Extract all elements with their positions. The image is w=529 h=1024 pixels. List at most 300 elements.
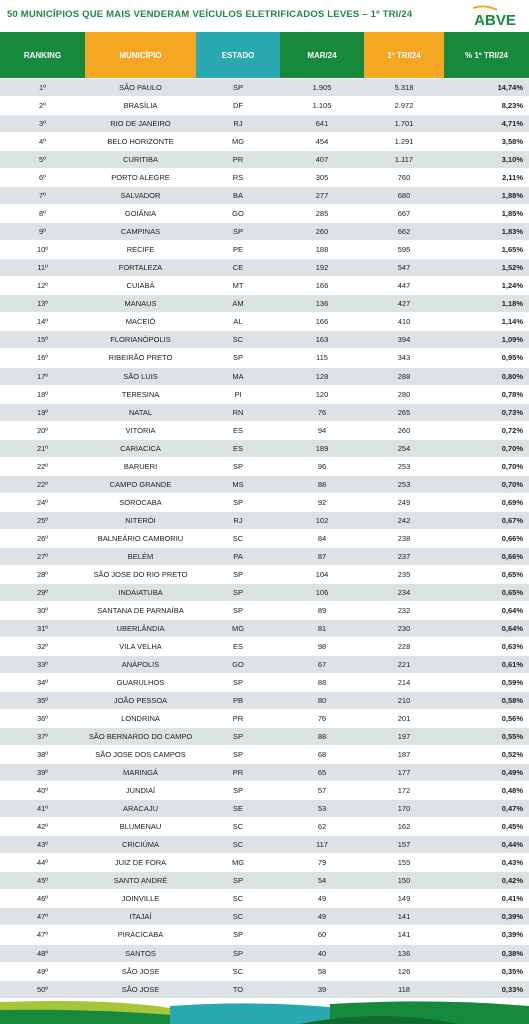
cell-estado: SP — [232, 732, 243, 742]
cell-tri: 595 — [397, 245, 411, 255]
cell-pct: 1,18% — [501, 299, 523, 309]
table-row — [0, 764, 529, 782]
table-row — [0, 241, 529, 259]
table-row — [0, 674, 529, 692]
cell-tri: 235 — [397, 569, 411, 579]
table-row — [0, 368, 529, 386]
cell-ranking: 9º — [39, 227, 46, 237]
cell-tri: 126 — [397, 966, 411, 976]
abve-logo — [471, 4, 519, 28]
table-row — [0, 476, 529, 494]
cell-mar: 76 — [317, 714, 327, 724]
cell-estado: PR — [232, 714, 244, 724]
cell-municipio: BALNEÁRIO CAMBORIU — [97, 533, 184, 543]
cell-tri: 141 — [397, 912, 411, 922]
table-row — [0, 836, 529, 854]
cell-mar: 106 — [315, 587, 329, 597]
table-row — [0, 151, 529, 169]
cell-municipio: ANÁPOLIS — [121, 660, 160, 670]
cell-pct: 1,88% — [501, 191, 523, 201]
cell-municipio: SALVADOR — [120, 191, 161, 201]
cell-mar: 88 — [317, 678, 327, 688]
table-row — [0, 97, 529, 115]
cell-mar: 62 — [317, 822, 327, 832]
cell-municipio: SANTO ANDRÉ — [113, 876, 168, 886]
cell-mar: 68 — [317, 750, 327, 760]
cell-estado: BA — [232, 191, 243, 201]
cell-pct: 2,11% — [502, 173, 523, 183]
table-row — [0, 440, 529, 458]
cell-tri: 172 — [397, 786, 411, 796]
cell-estado: GO — [232, 660, 244, 670]
cell-pct: 0,67% — [501, 515, 523, 525]
cell-municipio: SÃO JOSE DO RIO PRETO — [93, 569, 188, 579]
cell-mar: 87 — [317, 551, 327, 561]
table-row — [0, 566, 529, 584]
cell-pct: 0,70% — [501, 461, 523, 471]
cell-tri: 157 — [397, 840, 411, 850]
cell-ranking: 17º — [36, 371, 49, 381]
cell-pct: 0,39% — [501, 930, 523, 940]
table-body — [0, 79, 529, 999]
cell-municipio: NITERÓI — [125, 515, 156, 525]
cell-municipio: VITÓRIA — [125, 425, 156, 435]
cell-pct: 0,66% — [501, 533, 523, 543]
table-row — [0, 277, 529, 295]
cell-ranking: 45º — [36, 876, 49, 886]
cell-tri: 155 — [397, 858, 411, 868]
cell-ranking: 1º — [39, 83, 46, 93]
cell-tri: 760 — [397, 173, 411, 183]
cell-mar: 84 — [317, 533, 327, 543]
cell-tri: 662 — [397, 227, 411, 237]
cell-ranking: 7º — [39, 191, 46, 201]
cell-pct: 4,71% — [501, 119, 523, 129]
table-row — [0, 854, 529, 872]
cell-estado: ES — [232, 425, 243, 435]
cell-pct: 0,59% — [501, 678, 523, 688]
cell-municipio: PORTO ALEGRE — [111, 173, 170, 183]
cell-tri: 253 — [397, 479, 411, 489]
cell-pct: 0,80% — [501, 371, 523, 381]
cell-estado: RJ — [233, 515, 243, 525]
cell-ranking: 36º — [36, 714, 49, 724]
cell-municipio: SÃO PAULO — [119, 83, 162, 93]
cell-estado: RJ — [233, 119, 243, 129]
cell-ranking: 12º — [36, 281, 49, 291]
cell-ranking: 41º — [36, 804, 49, 814]
table-row — [0, 169, 529, 187]
cell-estado: SC — [232, 966, 244, 976]
cell-estado: SP — [232, 227, 243, 237]
cell-municipio: MACEIÓ — [125, 317, 156, 327]
footer-decoration — [0, 1000, 529, 1024]
cell-pct: 0,44% — [501, 840, 523, 850]
cell-pct: 14,74% — [497, 83, 523, 93]
cell-mar: 188 — [315, 245, 329, 255]
cell-municipio: FORTALEZA — [118, 263, 163, 273]
table-row — [0, 349, 529, 367]
cell-municipio: SÃO JOSE — [121, 966, 160, 976]
cell-estado: MT — [232, 281, 244, 291]
cell-municipio: CURITIBA — [122, 155, 158, 165]
cell-estado: PA — [233, 551, 243, 561]
cell-estado: SP — [232, 948, 243, 958]
cell-estado: SC — [232, 335, 244, 345]
cell-estado: RN — [232, 407, 244, 417]
table-header — [0, 32, 529, 78]
cell-tri: 141 — [397, 930, 411, 940]
cell-mar: 407 — [315, 155, 329, 165]
cell-municipio: RIO DE JANEIRO — [110, 119, 171, 129]
cell-municipio: CAMPO GRANDE — [109, 479, 172, 489]
cell-pct: 0,35% — [501, 966, 523, 976]
cell-mar: 120 — [315, 389, 329, 399]
cell-mar: 40 — [317, 948, 327, 958]
cell-municipio: CAMPINAS — [120, 227, 161, 237]
cell-estado: MA — [232, 371, 244, 381]
title-bar — [0, 0, 529, 32]
cell-tri: 149 — [397, 894, 411, 904]
cell-mar: 117 — [316, 840, 328, 850]
cell-estado: SC — [232, 894, 244, 904]
cell-mar: 39 — [317, 984, 327, 994]
cell-ranking: 46º — [36, 894, 49, 904]
cell-municipio: SANTOS — [125, 948, 156, 958]
cell-municipio: JOÃO PESSOA — [113, 696, 168, 706]
cell-ranking: 40º — [36, 786, 49, 796]
cell-municipio: JUNDIAÍ — [125, 786, 156, 796]
cell-ranking: 32º — [36, 641, 49, 651]
cell-ranking: 27º — [36, 551, 49, 561]
cell-estado: AL — [233, 317, 243, 327]
table-row — [0, 746, 529, 764]
header-estado: ESTADO — [196, 32, 280, 78]
cell-estado: TO — [232, 984, 244, 994]
cell-pct: 0,38% — [501, 948, 523, 958]
cell-ranking: 49º — [36, 966, 49, 976]
cell-estado: DF — [233, 101, 243, 111]
cell-estado: SP — [232, 605, 243, 615]
cell-municipio: BELO HORIZONTE — [107, 137, 174, 147]
cell-pct: 3,10% — [501, 155, 523, 165]
cell-ranking: 44º — [36, 858, 49, 868]
table-row — [0, 404, 529, 422]
cell-pct: 0,69% — [501, 497, 523, 507]
cell-tri: 118 — [398, 984, 410, 994]
table-row — [0, 692, 529, 710]
cell-ranking: 22º — [36, 479, 49, 489]
cell-estado: RS — [232, 173, 244, 183]
cell-municipio: BELÉM — [127, 551, 154, 561]
cell-tri: 280 — [397, 389, 411, 399]
cell-tri: 228 — [397, 641, 411, 651]
cell-ranking: 13º — [36, 299, 49, 309]
table-row — [0, 890, 529, 908]
cell-municipio: VILA VELHA — [119, 641, 162, 651]
cell-municipio: MANAUS — [124, 299, 157, 309]
cell-estado: MG — [231, 858, 245, 868]
cell-tri: 447 — [397, 281, 411, 291]
cell-tri: 343 — [397, 353, 411, 363]
cell-mar: 136 — [315, 299, 329, 309]
cell-municipio: JOINVILLE — [121, 894, 160, 904]
cell-estado: ES — [232, 443, 243, 453]
cell-ranking: 3º — [39, 119, 46, 129]
table-row — [0, 800, 529, 818]
cell-mar: 166 — [315, 317, 329, 327]
table-row — [0, 530, 529, 548]
cell-mar: 76 — [317, 407, 327, 417]
cell-tri: 1.701 — [394, 119, 414, 129]
cell-tri: 210 — [397, 696, 411, 706]
cell-pct: 0,65% — [501, 569, 523, 579]
cell-ranking: 18º — [36, 389, 49, 399]
cell-ranking: 26º — [36, 533, 49, 543]
cell-ranking: 6º — [39, 173, 46, 183]
cell-estado: SP — [232, 587, 243, 597]
cell-ranking: 33º — [36, 660, 49, 670]
cell-pct: 0,66% — [501, 551, 523, 561]
cell-municipio: RECIFE — [126, 245, 155, 255]
cell-municipio: SANTANA DE PARNAÍBA — [97, 605, 184, 615]
cell-mar: 67 — [317, 660, 327, 670]
table-row — [0, 295, 529, 313]
table-row — [0, 908, 529, 926]
cell-tri: 427 — [397, 299, 411, 309]
cell-pct: 0,56% — [501, 714, 523, 724]
cell-estado: MG — [231, 623, 245, 633]
cell-ranking: 37º — [36, 732, 49, 742]
cell-mar: 80 — [317, 696, 327, 706]
cell-tri: 221 — [397, 660, 411, 670]
table-row — [0, 782, 529, 800]
cell-municipio: SÃO LUIS — [123, 371, 158, 381]
cell-mar: 305 — [315, 173, 329, 183]
cell-tri: 680 — [397, 191, 411, 201]
cell-estado: GO — [232, 209, 244, 219]
cell-ranking: 25º — [36, 515, 49, 525]
cell-mar: 88 — [317, 479, 327, 489]
table-row — [0, 872, 529, 890]
cell-estado: SC — [232, 840, 244, 850]
header-mar: MAR/24 — [280, 32, 364, 78]
page-title: 50 MUNICÍPIOS QUE MAIS VENDERAM VEÍCULOS ELETRIFICADOS LEVES – 1º TRI/24 — [7, 9, 413, 20]
cell-tri: 150 — [397, 876, 411, 886]
cell-mar: 163 — [315, 335, 329, 345]
cell-municipio: LONDRINA — [121, 714, 160, 724]
cell-ranking: 10º — [36, 245, 49, 255]
cell-tri: 234 — [397, 587, 411, 597]
cell-mar: 92 — [317, 497, 327, 507]
cell-pct: 1,14% — [501, 317, 523, 327]
cell-estado: MG — [231, 137, 245, 147]
cell-pct: 0,42% — [501, 876, 523, 886]
cell-tri: 5.318 — [394, 83, 414, 93]
cell-mar: 277 — [315, 191, 329, 201]
cell-estado: PE — [232, 245, 243, 255]
cell-mar: 96 — [317, 461, 327, 471]
cell-estado: SP — [232, 83, 243, 93]
cell-mar: 57 — [317, 786, 327, 796]
table-row — [0, 458, 529, 476]
cell-mar: 79 — [317, 858, 327, 868]
table-row — [0, 512, 529, 530]
cell-tri: 238 — [397, 533, 411, 543]
table-row — [0, 386, 529, 404]
cell-tri: 170 — [397, 804, 411, 814]
cell-municipio: CUIABÁ — [126, 281, 155, 291]
cell-municipio: RIBEIRÃO PRETO — [108, 353, 173, 363]
cell-ranking: 31º — [36, 623, 49, 633]
cell-pct: 0,64% — [501, 605, 523, 615]
cell-pct: 0,33% — [501, 984, 523, 994]
cell-tri: 232 — [397, 605, 411, 615]
table-row — [0, 584, 529, 602]
header-tri: 1º TRI/24 — [364, 32, 444, 78]
cell-municipio: CRICIÚMA — [121, 840, 160, 850]
cell-tri: 197 — [397, 732, 411, 742]
cell-ranking: 28º — [36, 569, 49, 579]
cell-tri: 288 — [397, 371, 411, 381]
cell-tri: 260 — [397, 425, 411, 435]
cell-estado: PR — [232, 768, 244, 778]
cell-estado: SE — [232, 804, 243, 814]
cell-pct: 0,48% — [501, 786, 523, 796]
table-row — [0, 79, 529, 97]
cell-pct: 0,58% — [501, 696, 523, 706]
cell-pct: 8,23% — [501, 101, 523, 111]
cell-mar: 192 — [315, 263, 329, 273]
table-row — [0, 494, 529, 512]
cell-ranking: 22º — [36, 461, 49, 471]
cell-mar: 49 — [317, 894, 327, 904]
cell-municipio: BLUMENAU — [119, 822, 162, 832]
cell-tri: 177 — [397, 768, 411, 778]
cell-ranking: 2º — [39, 101, 46, 111]
cell-tri: 162 — [397, 822, 411, 832]
cell-tri: 394 — [397, 335, 411, 345]
cell-ranking: 19º — [36, 407, 49, 417]
cell-pct: 1,24% — [501, 281, 523, 291]
cell-mar: 98 — [317, 641, 327, 651]
table-row — [0, 656, 529, 674]
cell-municipio: UBERLÂNDIA — [116, 623, 165, 633]
cell-pct: 1,09% — [501, 335, 523, 345]
cell-tri: 265 — [397, 407, 411, 417]
cell-estado: SC — [232, 912, 244, 922]
cell-mar: 89 — [317, 605, 327, 615]
cell-ranking: 34º — [36, 678, 49, 688]
table-row — [0, 205, 529, 223]
cell-municipio: INDAIATUBA — [118, 587, 163, 597]
cell-mar: 54 — [317, 876, 327, 886]
table-row — [0, 981, 529, 999]
cell-tri: 547 — [397, 263, 411, 273]
cell-mar: 454 — [315, 137, 329, 147]
cell-pct: 1,85% — [501, 209, 523, 219]
cell-municipio: SÃO BERNARDO DO CAMPO — [88, 732, 193, 742]
cell-ranking: 14º — [36, 317, 49, 327]
cell-estado: SP — [232, 497, 243, 507]
cell-municipio: BRASÍLIA — [123, 101, 158, 111]
cell-municipio: SOROCABA — [119, 497, 162, 507]
table-row — [0, 548, 529, 566]
cell-municipio: JUIZ DE FORA — [114, 858, 167, 868]
cell-mar: 166 — [315, 281, 329, 291]
cell-tri: 2.972 — [394, 101, 414, 111]
cell-mar: 60 — [317, 930, 327, 940]
table-row — [0, 602, 529, 620]
logo-text: ABVE — [474, 12, 516, 28]
cell-municipio: GUARULHOS — [116, 678, 165, 688]
cell-mar: 104 — [315, 569, 329, 579]
cell-pct: 0,52% — [501, 750, 523, 760]
cell-pct: 0,73% — [501, 407, 523, 417]
cell-mar: 1.905 — [312, 83, 332, 93]
cell-estado: PB — [232, 696, 243, 706]
cell-estado: PR — [232, 155, 244, 165]
cell-ranking: 38º — [36, 750, 49, 760]
cell-tri: 253 — [397, 461, 411, 471]
cell-ranking: 43º — [36, 840, 49, 850]
cell-pct: 0,55% — [501, 732, 523, 742]
cell-municipio: SÃO JOSE — [121, 984, 160, 994]
cell-ranking: 50º — [36, 984, 49, 994]
cell-estado: PI — [234, 389, 242, 399]
cell-tri: 254 — [397, 443, 411, 453]
table-row — [0, 313, 529, 331]
cell-ranking: 8º — [39, 209, 46, 219]
table-row — [0, 115, 529, 133]
table-row — [0, 926, 529, 944]
cell-pct: 0,65% — [501, 587, 523, 597]
cell-ranking: 15º — [36, 335, 49, 345]
cell-ranking: 47º — [36, 912, 49, 922]
cell-estado: SP — [232, 786, 243, 796]
cell-estado: CE — [232, 263, 244, 273]
cell-ranking: 5º — [39, 155, 46, 165]
table-row — [0, 223, 529, 241]
header-ranking: RANKING — [0, 32, 85, 78]
cell-ranking: 35º — [36, 696, 49, 706]
cell-municipio: PIRACICABA — [117, 930, 164, 940]
cell-municipio: ARACAJU — [122, 804, 158, 814]
cell-mar: 128 — [315, 371, 329, 381]
cell-municipio: MARINGÁ — [122, 768, 158, 778]
cell-estado: SC — [232, 533, 244, 543]
cell-tri: 242 — [397, 515, 411, 525]
cell-mar: 260 — [315, 227, 329, 237]
cell-ranking: 24º — [36, 497, 49, 507]
table-row — [0, 422, 529, 440]
cell-municipio: CARIACICA — [120, 443, 161, 453]
cell-municipio: SÃO JOSE DOS CAMPOS — [95, 750, 186, 760]
table-row — [0, 620, 529, 638]
cell-mar: 49 — [317, 912, 327, 922]
cell-pct: 0,78% — [501, 389, 523, 399]
cell-pct: 3,58% — [501, 137, 523, 147]
cell-municipio: NATAL — [128, 407, 153, 417]
cell-pct: 0,47% — [501, 804, 523, 814]
cell-ranking: 30º — [36, 605, 49, 615]
cell-ranking: 11º — [37, 263, 48, 273]
cell-tri: 1.117 — [394, 155, 414, 165]
header-pct: % 1º TRI/24 — [444, 32, 529, 78]
cell-mar: 81 — [317, 623, 327, 633]
cell-tri: 237 — [397, 551, 411, 561]
table-row — [0, 945, 529, 963]
